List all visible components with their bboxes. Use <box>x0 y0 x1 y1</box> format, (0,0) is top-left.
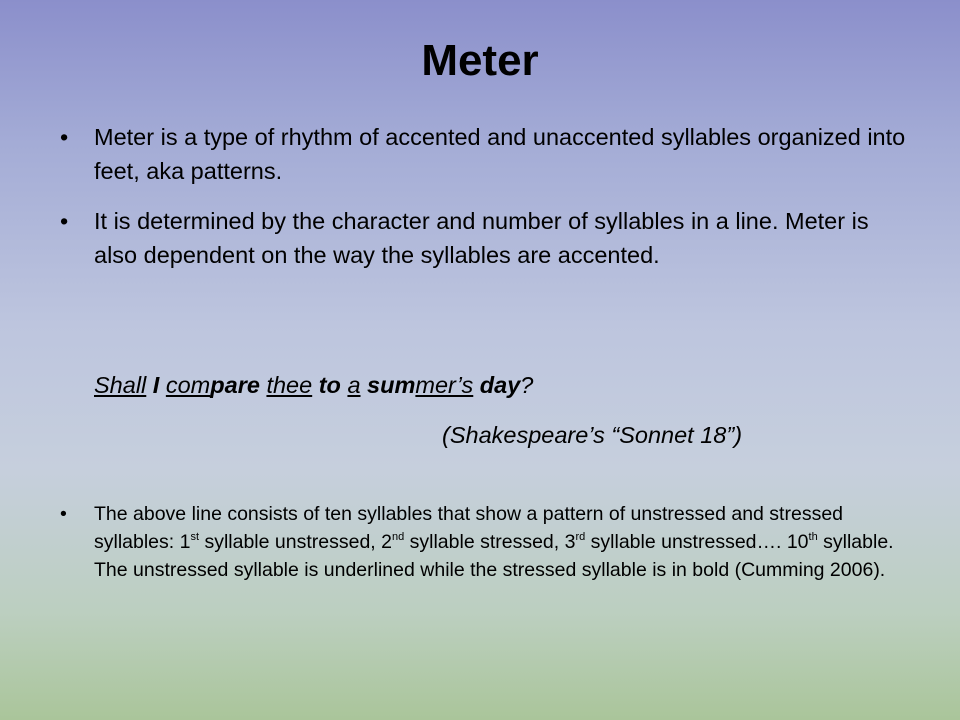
syllable-unstressed: Shall <box>94 372 147 398</box>
syllable-unstressed: a <box>347 372 361 398</box>
ordinal-suffix: st <box>190 531 200 543</box>
syllable-stressed: I <box>152 372 160 398</box>
explanation-part: The above line consists of ten syllables that show a pattern of unstressed and stressed syllables: 1 <box>94 503 844 553</box>
bullet-dot: • <box>60 503 67 525</box>
explanation-part: syllable. The unstressed syllable is underlined while the stressed syllable is in bold (Cumming 2006). <box>94 531 894 581</box>
bullet-item <box>60 500 894 584</box>
bullet-item <box>60 120 914 188</box>
bullet-dot: • <box>60 124 69 150</box>
explanation-part: syllable stressed, 3 <box>404 531 576 553</box>
syllable-stressed: sum <box>367 372 416 398</box>
bullet-item <box>60 204 914 272</box>
ordinal-suffix: th <box>808 531 818 543</box>
bullet-dot: • <box>60 208 69 234</box>
quote-punctuation: ? <box>520 372 534 398</box>
syllable-stressed: day <box>479 372 521 398</box>
syllable-stressed: to <box>318 372 341 398</box>
bullet-text: Meter is a type of rhythm of accented and unaccented syllables organized into feet, aka patterns. <box>94 124 906 184</box>
slide-title: Meter <box>421 36 539 85</box>
syllable-unstressed: thee <box>266 372 313 398</box>
quote-citation: (Shakespeare’s “Sonnet 18”) <box>442 422 743 448</box>
ordinal-suffix: nd <box>391 531 405 543</box>
syllable-unstressed: com <box>165 372 211 398</box>
ordinal-suffix: rd <box>575 531 586 543</box>
explanation-part: syllable unstressed…. 10 <box>585 531 809 553</box>
syllable-unstressed: mer’s <box>415 372 474 398</box>
syllable-stressed: pare <box>210 372 260 398</box>
explanation-part: syllable unstressed, 2 <box>199 531 392 553</box>
bullet-text: It is determined by the character and number of syllables in a line. Meter is also dependent on the way the syllables are accented. <box>94 208 869 268</box>
explanation-text <box>94 503 894 581</box>
sonnet-quote-line <box>94 372 533 399</box>
